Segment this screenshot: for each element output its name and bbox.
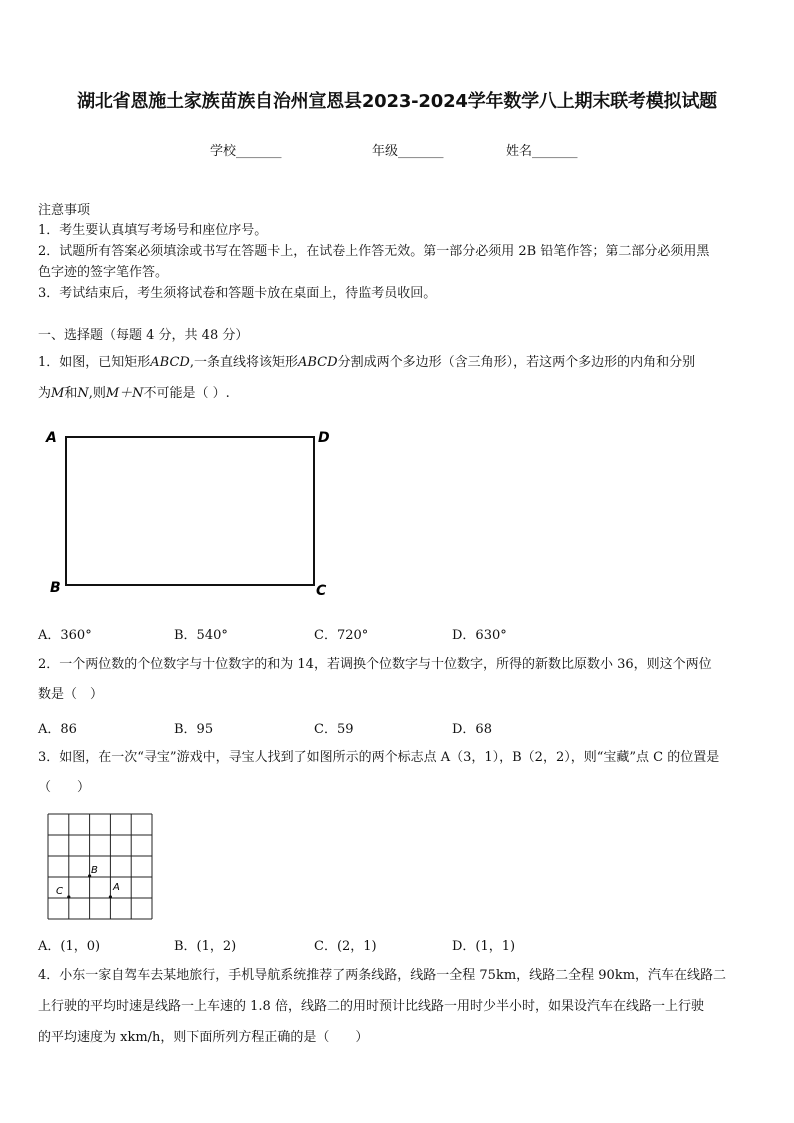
q1-text-part: ,一条直线将该矩形 xyxy=(189,355,298,370)
notice-item-1: 1．考生要认真填写考场号和座位序号。 xyxy=(38,223,268,238)
question-3-options xyxy=(38,935,758,955)
math-m-plus-n: M＋N xyxy=(105,386,144,401)
q1-text-part: 和 xyxy=(64,386,78,401)
notice-item-2-cont: 色字迹的签字笔作答。 xyxy=(38,265,169,280)
label-b: B xyxy=(50,580,61,596)
grade-field[interactable]: 年级_______ xyxy=(372,144,444,159)
school-field[interactable]: 学校_______ xyxy=(210,144,282,159)
notice-heading: 注意事项 xyxy=(38,203,91,218)
student-info-row xyxy=(0,140,794,160)
exam-title: 湖北省恩施土家族苗族自治州宣恩县2023-2024学年数学八上期末联考模拟试题 xyxy=(77,91,717,112)
notice-item-3: 3．考试结束后，考生须将试卷和答题卡放在桌面上，待监考员收回。 xyxy=(38,286,437,301)
question-2-line-1: 2．一个两位数的个位数字与十位数字的和为 14，若调换个位数字与十位数字，所得的新数比原数小 36，则这个两位 xyxy=(38,657,712,672)
option-b[interactable]: B．95 xyxy=(174,722,214,737)
q1-text-part: 不可能是（ ）. xyxy=(143,386,230,401)
option-b[interactable]: B．(1，2) xyxy=(174,939,237,954)
option-c[interactable]: C．(2，1) xyxy=(314,939,377,954)
point-c xyxy=(67,895,70,898)
q1-text-part: 分割成两个多边形（含三角形），若这两个多边形的内角和分别 xyxy=(337,355,696,370)
label-a: A xyxy=(113,882,120,893)
label-b: B xyxy=(91,865,98,876)
option-a[interactable]: A．86 xyxy=(38,722,77,737)
question-1-text xyxy=(38,347,760,409)
q1-text-part: 为 xyxy=(38,386,52,401)
math-n: N xyxy=(77,386,89,401)
option-d[interactable]: D．630° xyxy=(452,628,507,643)
label-c: C xyxy=(56,886,63,897)
option-c[interactable]: C．59 xyxy=(314,722,354,737)
label-c: C xyxy=(316,583,327,599)
label-a: A xyxy=(46,430,57,446)
option-d[interactable]: D．68 xyxy=(452,722,492,737)
question-4-line-2: 上行驶的平均时速是线路一上车速的 1.8 倍，线路二的用时预计比线路一用时少半小时，如果设汽车在线路一上行驶 xyxy=(38,999,704,1014)
rectangle-abcd xyxy=(66,437,314,585)
label-d: D xyxy=(318,430,330,446)
option-b[interactable]: B．540° xyxy=(174,628,228,643)
math-m: M xyxy=(51,386,65,401)
math-abcd: ABCD xyxy=(298,355,338,370)
option-c[interactable]: C．720° xyxy=(314,628,369,643)
question-2-options xyxy=(38,718,758,738)
q1-text-part: 如图，已知矩形 xyxy=(59,355,151,370)
question-3-line-1: 3．如图，在一次“寻宝”游戏中，寻宝人找到了如图所示的两个标志点 A（3，1），B（2，2），则“宝藏”点 C 的位置是 xyxy=(38,750,720,765)
section-heading: 一、选择题（每题 4 分，共 48 分） xyxy=(38,328,249,343)
option-a[interactable]: A．360° xyxy=(38,628,92,643)
grid-lines xyxy=(48,814,152,919)
question-4-line-3: 的平均速度为 xkm/h，则下面所列方程正确的是（ ） xyxy=(38,1030,369,1045)
option-a[interactable]: A．(1，0) xyxy=(38,939,101,954)
name-field[interactable]: 姓名_______ xyxy=(506,144,578,159)
question-number: 1． xyxy=(38,355,60,370)
math-abcd: ABCD xyxy=(150,355,190,370)
q1-text-part: ,则 xyxy=(88,386,106,401)
grid-figure xyxy=(44,812,154,920)
option-d[interactable]: D．(1，1) xyxy=(452,939,516,954)
point-a xyxy=(109,895,112,898)
question-1-options xyxy=(38,624,758,644)
notice-item-2: 2．试题所有答案必须填涂或书写在答题卡上，在试卷上作答无效。第一部分必须用 2B 铅笔作答；第二部分必须用黑 xyxy=(38,244,710,259)
question-3-line-2: （ ） xyxy=(38,780,91,795)
question-4-line-1: 4．小东一家自驾车去某地旅行，手机导航系统推荐了两条线路，线路一全程 75km，线路二全程 90km，汽车在线路二 xyxy=(38,968,727,983)
rectangle-figure xyxy=(40,422,340,607)
question-2-line-2: 数是（ ） xyxy=(38,687,104,702)
